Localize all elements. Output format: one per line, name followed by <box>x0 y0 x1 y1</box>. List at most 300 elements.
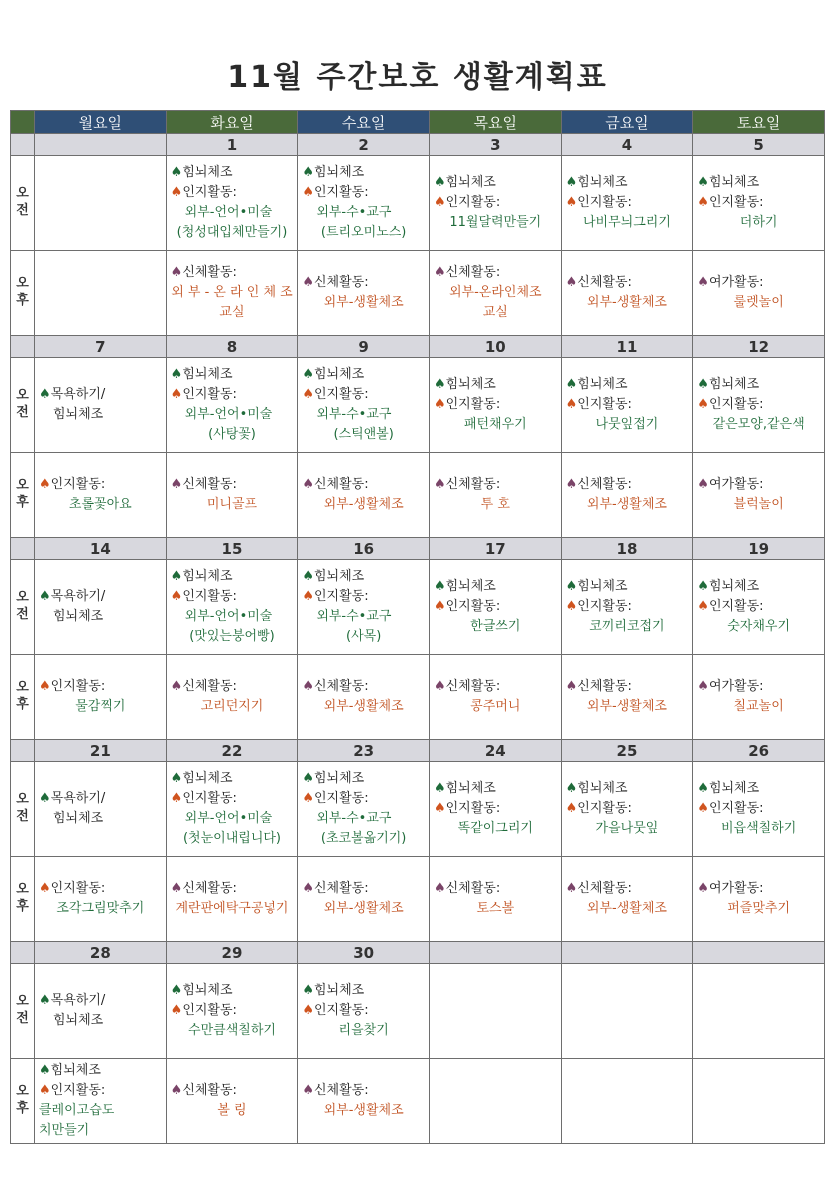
cell-text: 외부-생활체조 <box>323 497 404 512</box>
cell-line <box>171 981 294 1001</box>
morning-label: 오 전 <box>11 560 35 655</box>
date-number <box>561 942 693 964</box>
date-number <box>35 134 167 156</box>
spade-green-icon: ♠ <box>697 579 709 594</box>
cell-line <box>566 577 689 597</box>
spade-green-icon: ♠ <box>433 175 446 190</box>
spade-orange-icon: ♠ <box>39 1083 51 1098</box>
cell-line <box>566 173 689 193</box>
day-header-thu: 목요일 <box>429 111 561 134</box>
cell-text: 외부-생활체조 <box>586 901 667 916</box>
cell-text: 힘뇌체조 <box>50 1063 101 1078</box>
cell-line <box>302 425 425 445</box>
date-number: 1 <box>166 134 298 156</box>
afternoon-cell <box>298 857 430 942</box>
cell-content <box>35 877 166 921</box>
cell-line <box>171 303 294 323</box>
spade-green-icon: ♠ <box>39 791 51 806</box>
date-number: 15 <box>166 538 298 560</box>
spade-green-icon: ♠ <box>433 579 446 594</box>
morning-cell <box>298 964 430 1059</box>
cell-text: 신체활동: <box>577 881 632 896</box>
cell-text: 힘뇌체조 <box>53 1013 104 1028</box>
cell-line <box>171 475 294 495</box>
cell-line <box>302 385 425 405</box>
cell-text: 신체활동: <box>445 265 501 280</box>
date-row-label <box>11 134 35 156</box>
morning-cell <box>561 156 693 251</box>
cell-content <box>298 363 429 447</box>
cell-line <box>697 819 820 839</box>
cell-line <box>302 789 425 809</box>
spade-orange-icon: ♠ <box>170 387 183 402</box>
morning-cell <box>166 156 298 251</box>
spade-orange-icon: ♠ <box>433 801 446 816</box>
cell-content <box>167 1079 298 1123</box>
date-number: 10 <box>429 336 561 358</box>
cell-text: 인지활동: <box>708 801 764 816</box>
cell-line <box>302 829 425 849</box>
cell-text: 외부-생활체조 <box>586 295 667 310</box>
morning-cell <box>561 964 693 1059</box>
cell-line <box>171 163 294 183</box>
date-number <box>693 942 825 964</box>
cell-line <box>434 283 557 303</box>
date-number: 26 <box>693 740 825 762</box>
cell-text: 외부-생활체조 <box>323 295 404 310</box>
cell-line <box>697 173 820 193</box>
cell-content <box>562 777 693 841</box>
afternoon-cell <box>561 655 693 740</box>
cell-text: 11월달력만들기 <box>449 215 542 230</box>
cell-text: 고리던지기 <box>200 699 264 714</box>
cell-line <box>697 617 820 637</box>
cell-line <box>697 273 820 293</box>
date-number: 22 <box>166 740 298 762</box>
afternoon-cell <box>298 251 430 336</box>
day-header-wed: 수요일 <box>298 111 430 134</box>
date-row <box>11 740 825 762</box>
morning-row <box>11 358 825 453</box>
spade-green-icon: ♠ <box>302 983 314 998</box>
cell-line <box>302 809 425 829</box>
cell-text: 힘뇌체조 <box>313 569 365 584</box>
spade-purple-icon: ♠ <box>170 881 183 896</box>
morning-cell <box>561 560 693 655</box>
cell-text: 인지활동: <box>313 1003 369 1018</box>
spade-purple-icon: ♠ <box>170 265 183 280</box>
cell-content <box>298 565 429 649</box>
spade-orange-icon: ♠ <box>433 397 446 412</box>
cell-line <box>39 1081 162 1101</box>
cell-text: 인지활동: <box>182 791 237 806</box>
cell-text: 힘뇌체조 <box>313 983 365 998</box>
spade-purple-icon: ♠ <box>697 881 709 896</box>
cell-line <box>302 365 425 385</box>
afternoon-cell <box>35 857 167 942</box>
date-number: 23 <box>298 740 430 762</box>
morning-cell <box>429 964 561 1059</box>
cell-line <box>302 879 425 899</box>
morning-cell <box>35 358 167 453</box>
cell-text: 가을나뭇잎 <box>595 821 659 836</box>
cell-line <box>697 677 820 697</box>
day-header-tue: 화요일 <box>166 111 298 134</box>
cell-line <box>566 597 689 617</box>
cell-content <box>430 877 561 921</box>
afternoon-cell <box>693 453 825 538</box>
cell-line <box>39 1011 162 1031</box>
spade-orange-icon: ♠ <box>170 1003 183 1018</box>
cell-text: 인지활동: <box>313 791 369 806</box>
cell-line <box>302 627 425 647</box>
cell-content <box>693 473 824 517</box>
cell-line <box>566 617 689 637</box>
cell-text: 신체활동: <box>445 881 501 896</box>
cell-text: (트리오미노스) <box>320 225 407 240</box>
cell-text: 힘뇌체조 <box>182 367 233 382</box>
morning-row <box>11 762 825 857</box>
date-number: 16 <box>298 538 430 560</box>
spade-purple-icon: ♠ <box>302 477 314 492</box>
spade-green-icon: ♠ <box>170 165 183 180</box>
date-row <box>11 134 825 156</box>
cell-line <box>171 495 294 515</box>
cell-line <box>434 899 557 919</box>
cell-line <box>302 981 425 1001</box>
spade-green-icon: ♠ <box>302 771 314 786</box>
spade-green-icon: ♠ <box>39 589 51 604</box>
spade-orange-icon: ♠ <box>697 195 709 210</box>
cell-text: 목욕하기/ <box>50 589 106 604</box>
cell-text: 한글쓰기 <box>470 619 521 634</box>
cell-line <box>697 415 820 435</box>
cell-text: 신체활동: <box>445 679 501 694</box>
spade-orange-icon: ♠ <box>39 679 51 694</box>
cell-content <box>167 161 298 245</box>
spade-orange-icon: ♠ <box>565 599 578 614</box>
cell-text: 같은모양,같은색 <box>712 417 805 432</box>
cell-text: 외부-생활체조 <box>586 497 667 512</box>
cell-text: 인지활동: <box>182 589 237 604</box>
cell-text: 계란판에탁구공넣기 <box>175 901 289 916</box>
cell-text: 외부-온라인체조 <box>448 285 542 300</box>
morning-cell <box>166 964 298 1059</box>
morning-cell <box>35 156 167 251</box>
cell-text: 외부-생활체조 <box>323 1103 404 1118</box>
cell-text: 힘뇌체조 <box>53 811 104 826</box>
cell-line <box>434 779 557 799</box>
cell-line <box>39 1101 162 1121</box>
spade-orange-icon: ♠ <box>39 881 51 896</box>
spade-green-icon: ♠ <box>565 579 578 594</box>
cell-text: 힘뇌체조 <box>577 781 628 796</box>
afternoon-cell <box>429 655 561 740</box>
cell-line <box>39 1121 162 1141</box>
cell-content <box>693 171 824 235</box>
cell-text: (스틱앤볼) <box>333 427 394 442</box>
cell-line <box>566 395 689 415</box>
afternoon-cell <box>561 251 693 336</box>
cell-content <box>298 1079 429 1123</box>
spade-orange-icon: ♠ <box>39 477 51 492</box>
cell-text: 인지활동: <box>445 801 501 816</box>
date-number: 17 <box>429 538 561 560</box>
cell-line <box>566 475 689 495</box>
cell-content <box>167 877 298 921</box>
cell-content <box>167 363 298 447</box>
cell-text: (사탕꽃) <box>208 427 256 442</box>
morning-cell <box>166 560 298 655</box>
cell-line <box>434 577 557 597</box>
date-number: 11 <box>561 336 693 358</box>
cell-content <box>35 989 166 1033</box>
cell-text: 힘뇌체조 <box>313 771 365 786</box>
afternoon-cell <box>693 251 825 336</box>
cell-text: 신체활동: <box>577 477 632 492</box>
cell-content <box>35 675 166 719</box>
cell-content <box>562 473 693 517</box>
cell-text: 인지활동: <box>182 1003 237 1018</box>
date-number: 21 <box>35 740 167 762</box>
cell-line <box>434 819 557 839</box>
cell-line <box>171 1001 294 1021</box>
cell-line <box>171 677 294 697</box>
date-number: 29 <box>166 942 298 964</box>
cell-text: (첫눈이내립니다) <box>182 831 282 846</box>
afternoon-cell <box>693 857 825 942</box>
cell-content <box>167 675 298 719</box>
cell-text: 수만큼색칠하기 <box>188 1023 276 1038</box>
afternoon-label: 오 후 <box>11 857 35 942</box>
morning-cell <box>298 560 430 655</box>
cell-line <box>171 385 294 405</box>
cell-line <box>566 213 689 233</box>
afternoon-label: 오 후 <box>11 251 35 336</box>
afternoon-cell <box>429 251 561 336</box>
cell-text: 신체활동: <box>182 1083 237 1098</box>
cell-text: 인지활동: <box>577 195 632 210</box>
day-header-sat: 토요일 <box>693 111 825 134</box>
cell-text: 목욕하기/ <box>50 387 106 402</box>
cell-line <box>171 1081 294 1101</box>
cell-text: 인지활동: <box>182 185 237 200</box>
date-row <box>11 336 825 358</box>
cell-content <box>298 675 429 719</box>
cell-line <box>171 627 294 647</box>
cell-text: 힘뇌체조 <box>182 983 233 998</box>
cell-line <box>171 263 294 283</box>
cell-text: 신체활동: <box>445 477 501 492</box>
date-number: 9 <box>298 336 430 358</box>
spade-green-icon: ♠ <box>302 367 314 382</box>
cell-line <box>697 375 820 395</box>
spade-green-icon: ♠ <box>170 367 183 382</box>
morning-cell <box>693 964 825 1059</box>
cell-line <box>171 1021 294 1041</box>
cell-text: 힘뇌체조 <box>445 579 496 594</box>
cell-content <box>562 171 693 235</box>
spade-purple-icon: ♠ <box>697 477 709 492</box>
cell-text: 외부-생활체조 <box>323 699 404 714</box>
spade-purple-icon: ♠ <box>565 881 578 896</box>
cell-text: 인지활동: <box>445 195 501 210</box>
cell-line <box>171 829 294 849</box>
spade-orange-icon: ♠ <box>170 185 183 200</box>
cell-content <box>35 787 166 831</box>
cell-text: 인지활동: <box>577 599 632 614</box>
date-number: 12 <box>693 336 825 358</box>
cell-line <box>697 779 820 799</box>
spade-orange-icon: ♠ <box>170 791 183 806</box>
morning-cell <box>166 358 298 453</box>
afternoon-cell <box>429 1059 561 1144</box>
cell-line <box>171 809 294 829</box>
cell-line <box>566 677 689 697</box>
day-header-mon: 월요일 <box>35 111 167 134</box>
cell-line <box>434 495 557 515</box>
cell-line <box>434 697 557 717</box>
cell-line <box>697 475 820 495</box>
morning-cell <box>429 762 561 857</box>
cell-line <box>434 879 557 899</box>
cell-line <box>302 1001 425 1021</box>
cell-text: 비읍색칠하기 <box>720 821 797 836</box>
cell-text: 퍼즐맞추기 <box>727 901 791 916</box>
cell-text: (초코볼옮기기) <box>320 831 407 846</box>
cell-line <box>39 697 162 717</box>
afternoon-cell <box>429 857 561 942</box>
date-number: 18 <box>561 538 693 560</box>
cell-line <box>434 263 557 283</box>
cell-line <box>302 183 425 203</box>
cell-text: 외부-생활체조 <box>323 901 404 916</box>
cell-content <box>693 575 824 639</box>
morning-label: 오 전 <box>11 358 35 453</box>
cell-content <box>167 979 298 1043</box>
cell-line <box>434 617 557 637</box>
cell-line <box>39 607 162 627</box>
morning-row <box>11 156 825 251</box>
cell-text: 힘뇌체조 <box>313 165 365 180</box>
cell-content <box>693 271 824 315</box>
cell-content <box>167 261 298 325</box>
cell-text: 인지활동: <box>708 599 764 614</box>
morning-cell <box>35 560 167 655</box>
cell-text: 인지활동: <box>50 881 106 896</box>
cell-text: 콩주머니 <box>470 699 521 714</box>
cell-line <box>434 213 557 233</box>
spade-orange-icon: ♠ <box>170 589 183 604</box>
morning-cell <box>429 560 561 655</box>
spade-purple-icon: ♠ <box>565 679 578 694</box>
date-number: 25 <box>561 740 693 762</box>
morning-cell <box>693 358 825 453</box>
cell-line <box>302 475 425 495</box>
spade-purple-icon: ♠ <box>697 275 709 290</box>
morning-cell <box>166 762 298 857</box>
date-row <box>11 538 825 560</box>
cell-line <box>566 779 689 799</box>
cell-content <box>562 675 693 719</box>
cell-line <box>39 789 162 809</box>
cell-content <box>693 675 824 719</box>
cell-line <box>39 385 162 405</box>
cell-line <box>566 273 689 293</box>
cell-text: 여가활동: <box>708 881 764 896</box>
cell-text: 외부-언어•미술 <box>184 205 273 220</box>
cell-line <box>566 293 689 313</box>
afternoon-cell <box>166 453 298 538</box>
cell-text: 외부-수•교구 <box>316 811 392 826</box>
afternoon-cell <box>35 453 167 538</box>
cell-text: 신체활동: <box>182 265 237 280</box>
cell-line <box>302 899 425 919</box>
date-number: 14 <box>35 538 167 560</box>
cell-line <box>697 879 820 899</box>
cell-text: 리을찾기 <box>338 1023 389 1038</box>
cell-text: 신체활동: <box>313 275 369 290</box>
cell-line <box>171 1101 294 1121</box>
cell-text: 힘뇌체조 <box>708 781 760 796</box>
cell-text: 미니골프 <box>206 497 258 512</box>
afternoon-row <box>11 251 825 336</box>
cell-line <box>697 799 820 819</box>
spade-green-icon: ♠ <box>39 387 51 402</box>
cell-line <box>302 607 425 627</box>
page-title: 11월 주간보호 생활계획표 <box>227 60 608 95</box>
cell-line <box>434 597 557 617</box>
cell-text: 신체활동: <box>182 881 237 896</box>
cell-line <box>39 809 162 829</box>
cell-content <box>35 1059 166 1143</box>
cell-line <box>171 567 294 587</box>
cell-content <box>35 383 166 427</box>
cell-line <box>39 495 162 515</box>
cell-content <box>562 271 693 315</box>
cell-line <box>171 203 294 223</box>
morning-cell <box>298 762 430 857</box>
day-header-fri: 금요일 <box>561 111 693 134</box>
spade-purple-icon: ♠ <box>170 679 183 694</box>
cell-text: 나비무늬그리기 <box>583 215 671 230</box>
cell-text: (청성대입체만들기) <box>176 225 288 240</box>
afternoon-cell <box>35 655 167 740</box>
cell-text: 힘뇌체조 <box>445 175 496 190</box>
cell-line <box>302 273 425 293</box>
cell-text: 교실 <box>219 305 245 320</box>
cell-line <box>39 587 162 607</box>
cell-text: 물감찍기 <box>75 699 126 714</box>
spade-green-icon: ♠ <box>39 1063 51 1078</box>
spade-purple-icon: ♠ <box>170 1083 183 1098</box>
corner-cell <box>11 111 35 134</box>
cell-line <box>566 819 689 839</box>
cell-line <box>302 495 425 515</box>
cell-line <box>434 475 557 495</box>
spade-green-icon: ♠ <box>565 781 578 796</box>
cell-line <box>39 405 162 425</box>
cell-text: 인지활동: <box>313 387 369 402</box>
cell-line <box>171 283 294 303</box>
cell-line <box>171 223 294 243</box>
spade-purple-icon: ♠ <box>302 679 314 694</box>
cell-text: 힘뇌체조 <box>182 771 233 786</box>
cell-content <box>430 171 561 235</box>
cell-content <box>298 979 429 1043</box>
cell-text: 볼 링 <box>217 1103 247 1118</box>
cell-text: 인지활동: <box>313 185 369 200</box>
